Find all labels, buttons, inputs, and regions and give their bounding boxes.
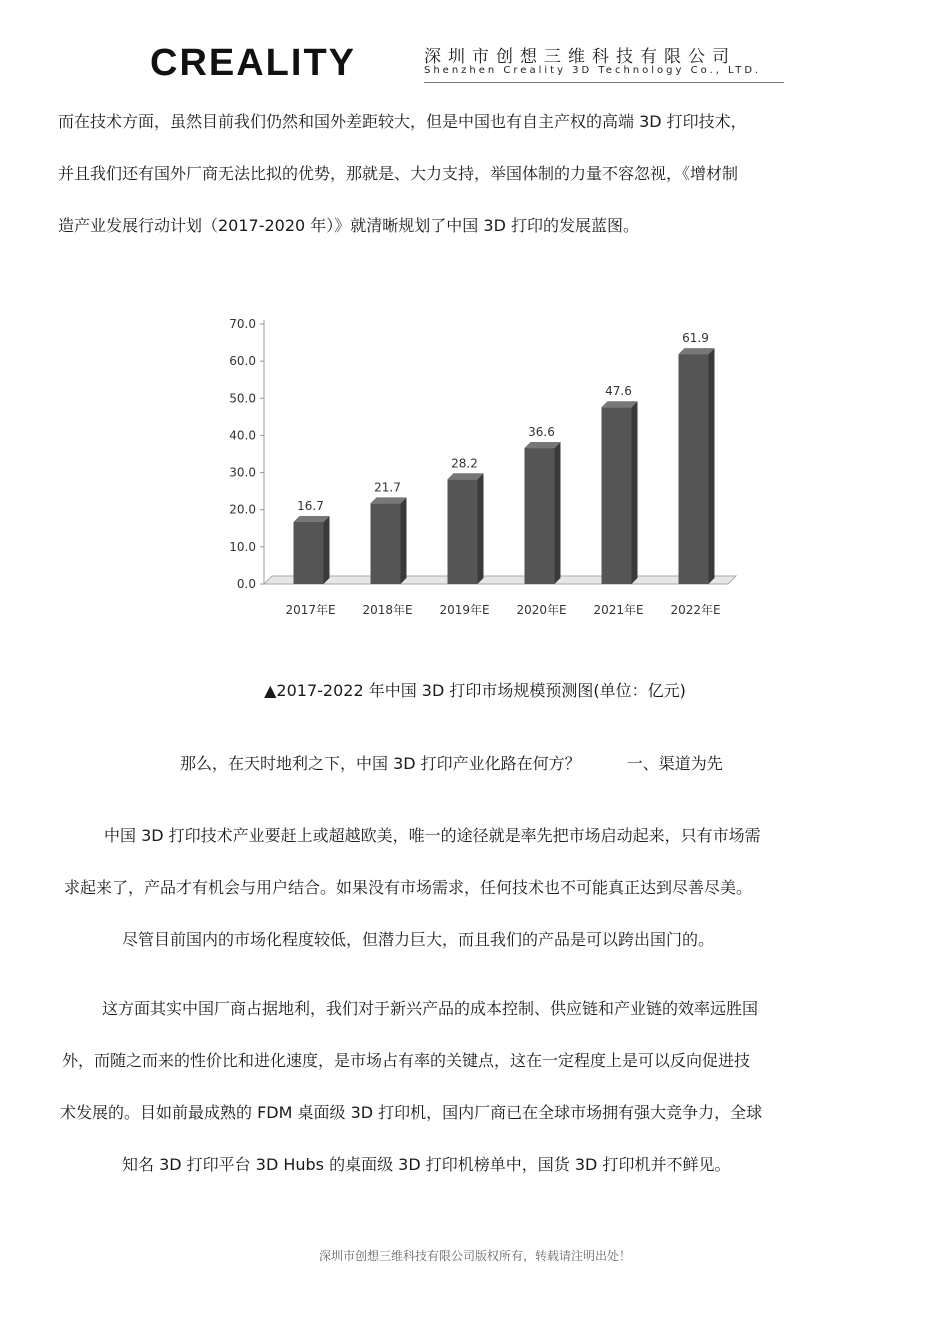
bar-side [555,442,561,584]
creality-logo: CREALITY [150,42,356,84]
bar-top [448,473,484,479]
header-divider [424,82,784,83]
bar [448,479,478,584]
company-name-cn: 深圳市创想三维科技有限公司 [424,47,736,67]
bar-chart-svg [204,292,744,632]
bar [294,522,324,584]
chart-floor [264,576,736,584]
bar-value-label: 47.6 [605,384,632,399]
bar-side [401,497,407,584]
y-tick-label: 0.0 [236,577,256,591]
section-heading: 一、渠道为先 [626,754,723,773]
y-tick-label: 30.0 [229,465,256,480]
x-category-label: 2017年E [285,603,336,617]
advantage-line: 外，而随之而来的性价比和进化速度，是市场占有率的关键点，这在一定程度上是可以反向促进技 [62,1051,751,1070]
bar-value-label: 61.9 [682,331,709,346]
demand-line: 尽管目前国内的市场化程度较低，但潜力巨大，而且我们的产品是可以跨出国门的。 [122,930,715,949]
bar [371,503,401,584]
bar [679,354,709,584]
question-text: 那么，在天时地利之下，中国 3D 打印产业化路在何方？ [180,754,581,773]
demand-line: 中国 3D 打印技术产业要赶上或超越欧美，唯一的途径就是率先把市场启动起来，只有市场需 [104,826,761,845]
bar-side [324,516,330,584]
bar-side [632,401,638,584]
bar-value-label: 21.7 [374,480,401,495]
y-tick-label: 60.0 [229,354,256,369]
x-category-label: 2019年E [439,603,490,617]
bar-side [478,473,484,584]
advantage-line: 这方面其实中国厂商占据地利，我们对于新兴产品的成本控制、供应链和产业链的效率远胜国 [102,999,759,1018]
intro-line: 而在技术方面，虽然目前我们仍然和国外差距较大，但是中国也有自主产权的高端 3D 打印技术， [58,112,747,131]
x-category-label: 2020年E [516,603,567,617]
bar-top [371,497,407,503]
demand-line: 求起来了，产品才有机会与用户结合。如果没有市场需求，任何技术也不可能真正达到尽善尽美。 [64,878,753,897]
intro-line: 造产业发展行动计划（2017-2020 年）》就清晰规划了中国 3D 打印的发展蓝图。 [58,216,639,235]
x-category-label: 2018年E [362,603,413,617]
intro-line: 并且我们还有国外厂商无法比拟的优势，那就是、大力支持，举国体制的力量不容忽视，《增材制 [58,164,739,183]
advantage-line: 术发展的。目如前最成熟的 FDM 桌面级 3D 打印机，国内厂商已在全球市场拥有强大竞争力，全球 [60,1103,763,1122]
page-header [148,38,788,90]
bar-top [602,401,638,407]
bar-value-label: 36.6 [528,425,555,440]
bar-top [679,348,715,354]
bar-value-label: 28.2 [451,456,478,471]
market-size-chart [204,292,744,632]
chart-caption: ▲2017-2022 年中国 3D 打印市场规模预测图(单位：亿元) [264,681,686,700]
question-line [180,751,723,774]
y-tick-label: 20.0 [229,502,256,517]
y-tick-label: 70.0 [229,317,256,331]
y-tick-label: 10.0 [229,539,256,554]
bar-value-label: 16.7 [297,498,324,513]
y-tick-label: 40.0 [229,428,256,443]
x-category-label: 2021年E [593,603,644,617]
bar-top [525,442,561,448]
advantage-line: 知名 3D 打印平台 3D Hubs 的桌面级 3D 打印机榜单中，国货 3D 打印机并不鲜见。 [122,1155,731,1174]
copyright-footer: 深圳市创想三维科技有限公司版权所有，转载请注明出处！ [318,1249,631,1263]
bar-top [294,516,330,522]
y-tick-label: 50.0 [229,391,256,406]
company-name-en: Shenzhen Creality 3D Technology Co., LTD. [424,65,762,76]
x-category-label: 2022年E [670,603,721,617]
bar [602,407,632,584]
bar-side [709,348,715,584]
bar [525,448,555,584]
